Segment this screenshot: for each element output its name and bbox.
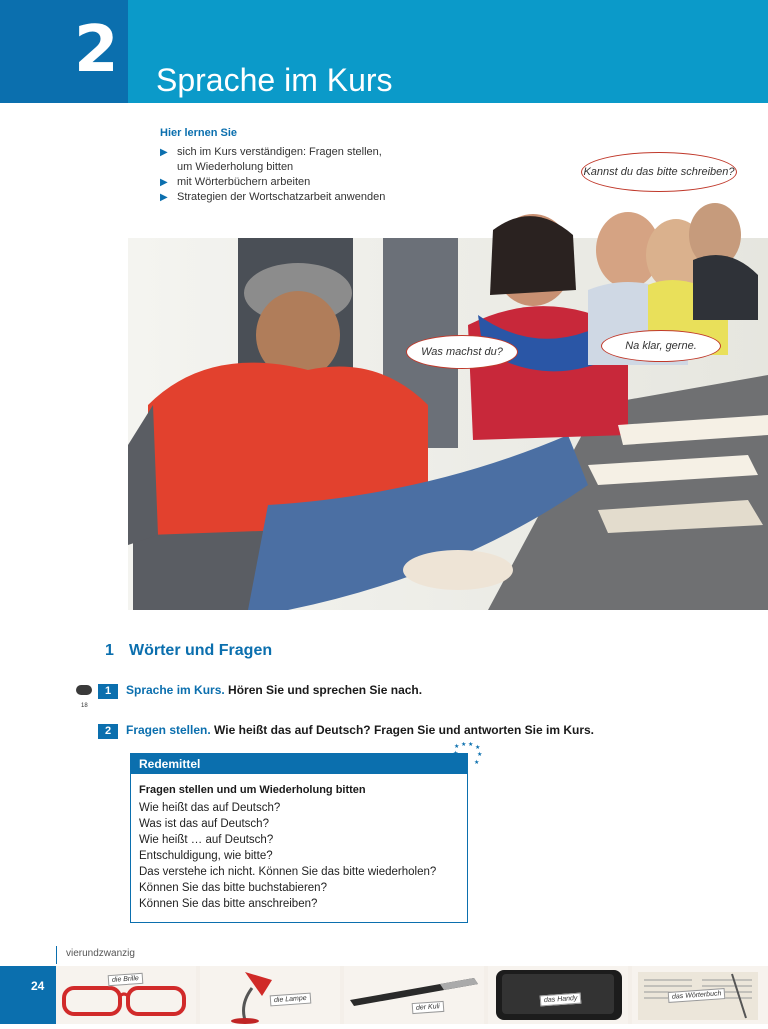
intro-item: ▶ mit Wörterbüchern arbeiten: [160, 176, 311, 188]
vocab-label: das Handy: [540, 993, 582, 1007]
page-number-box: [0, 966, 56, 1024]
arrow-icon: ▶: [160, 192, 168, 203]
chapter-number: 2: [74, 13, 119, 87]
arrow-icon: ▶: [160, 147, 168, 158]
redemittel-line: Wie heißt … auf Deutsch?: [139, 834, 274, 846]
svg-text:★: ★: [475, 744, 481, 751]
exercise-lead: Fragen stellen.: [126, 723, 211, 737]
vocab-tile-pen: [344, 966, 484, 1024]
redemittel-line: Wie heißt das auf Deutsch?: [139, 802, 281, 814]
redemittel-box: [130, 753, 468, 923]
intro-item: ▶ Strategien der Wortschatzarbeit anwenden: [160, 191, 386, 203]
vocab-tile-glasses: [56, 966, 196, 1024]
audio-cd-icon[interactable]: [76, 685, 92, 695]
vocab-label: das Wörterbuch: [668, 988, 726, 1003]
redemittel-line: Entschuldigung, wie bitte?: [139, 850, 273, 862]
vocab-tile-dictionary: [632, 966, 768, 1024]
exercise-number-badge: 2: [98, 724, 118, 739]
footer-divider: [56, 946, 57, 964]
vocab-label: die Lampe: [270, 993, 311, 1007]
vocab-tile-lamp: [200, 966, 340, 1024]
speech-bubble-kannst: Kannst du das bitte schreiben?: [581, 152, 737, 192]
redemittel-title: Redemittel: [131, 754, 467, 774]
speech-bubble-was-machst: Was machst du?: [406, 335, 518, 369]
section-title: [105, 642, 272, 660]
svg-text:★: ★: [461, 742, 467, 748]
intro-item: um Wiederholung bitten: [177, 161, 294, 173]
exercise-lead: Sprache im Kurs.: [126, 683, 225, 697]
redemittel-line: Können Sie das bitte buchstabieren?: [139, 882, 327, 894]
exercise-item: [98, 723, 594, 739]
speech-bubble-na-klar: Na klar, gerne.: [601, 330, 721, 362]
audio-track-number: 18: [81, 703, 88, 709]
pen-icon: [344, 966, 484, 1024]
chapter-number-box: [0, 0, 128, 103]
redemittel-line: Das verstehe ich nicht. Können Sie das bitte wiederholen?: [139, 866, 437, 878]
page-number: 24: [31, 979, 45, 993]
vocab-label: der Kuli: [412, 1001, 444, 1014]
exercise-item: [98, 683, 422, 699]
chapter-title: Sprache im Kurs: [156, 62, 393, 98]
redemittel-line: Was ist das auf Deutsch?: [139, 818, 269, 830]
section-title-text: Wörter und Fragen: [129, 642, 273, 659]
svg-text:★: ★: [454, 743, 460, 750]
redemittel-line: Können Sie das bitte anschreiben?: [139, 898, 318, 910]
svg-text:★: ★: [474, 759, 480, 766]
exercise-instruction: Hören Sie und sprechen Sie nach.: [228, 683, 423, 697]
intro-heading: Hier lernen Sie: [160, 127, 238, 139]
svg-text:★: ★: [468, 742, 474, 748]
vocabulary-strip: [56, 966, 768, 1024]
intro-item: ▶ sich im Kurs verständigen: Fragen stellen,: [160, 146, 382, 158]
redemittel-subtitle: Fragen stellen und um Wiederholung bitten: [139, 784, 366, 796]
section-number: 1: [105, 642, 114, 659]
redemittel-list: [131, 800, 467, 912]
vocab-label: die Brille: [108, 973, 144, 986]
arrow-icon: ▶: [160, 177, 168, 188]
exercise-instruction: Wie heißt das auf Deutsch? Fragen Sie und antworten Sie im Kurs.: [214, 723, 594, 737]
svg-text:★: ★: [477, 751, 482, 758]
vocab-tile-phone: [488, 966, 628, 1024]
page-number-word: vierundzwanzig: [66, 948, 135, 959]
exercise-number-badge: 1: [98, 684, 118, 699]
